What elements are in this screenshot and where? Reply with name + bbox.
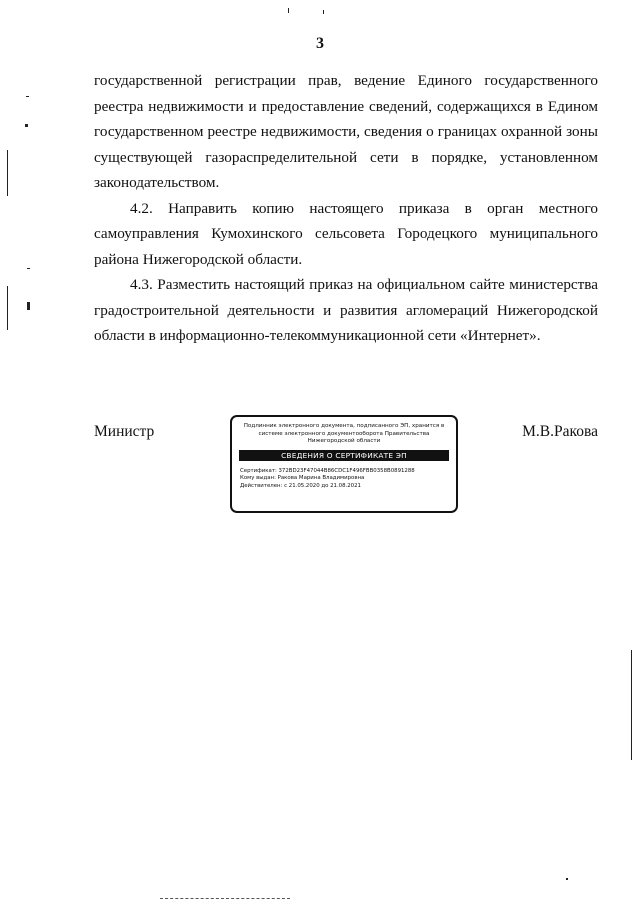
scan-mark <box>27 302 30 310</box>
stamp-note: Подлинник электронного документа, подписанного ЭП, хранится в системе электронного документооборота Правительства Нижегородской области <box>243 423 445 445</box>
validity-row <box>240 483 448 490</box>
scan-mark <box>26 96 29 97</box>
scan-mark <box>7 286 8 330</box>
scan-mark <box>631 650 632 760</box>
signature-block <box>94 415 598 525</box>
scan-footer-line <box>160 898 290 899</box>
page-number: 3 <box>316 35 324 52</box>
paragraph-continuation: государственной регистрации прав, ведение Единого государственного реестра недвижимости и предоставление сведений, содержащихся в Едином государственном реестре недвижимости, сведения о границах охранной зоны существующей газораспределительной сети в порядке, установленном законодательством. <box>94 72 598 191</box>
owner-label: Кому выдан: <box>240 475 276 482</box>
electronic-signature-stamp <box>230 415 458 513</box>
scan-mark <box>27 268 30 269</box>
document-body <box>94 68 598 349</box>
owner-row <box>240 475 448 482</box>
validity-value: с 21.05.2020 до 21.08.2021 <box>284 482 361 489</box>
validity-label: Действителен: <box>240 482 283 489</box>
paragraph-4-2: 4.2. Направить копию настоящего приказа в орган местного самоуправления Кумохинского сельсовета Городецкого муниципального района Нижегородской области. <box>94 199 598 268</box>
paragraph-4-3: 4.3. Разместить настоящий приказ на официальном сайте министерства градостроительной деятельности и развития агломераций Нижегородской области в информационно-телекоммуникационной сети «Интернет». <box>94 276 598 344</box>
signatory-title: Министр <box>94 423 155 440</box>
owner-value: Ракова Марина Владимировна <box>277 475 365 482</box>
stamp-header: СВЕДЕНИЯ О СЕРТИФИКАТЕ ЭП <box>239 450 449 461</box>
scan-mark <box>7 150 8 196</box>
stamp-details <box>240 468 448 490</box>
certificate-value: 372BD23F47044B86CDC1F496FBB0358B0891288 <box>278 467 415 474</box>
signatory-name: М.В.Ракова <box>522 423 598 440</box>
scan-mark <box>25 124 28 127</box>
certificate-label: Сертификат: <box>240 467 277 474</box>
scan-mark <box>323 10 324 14</box>
certificate-row <box>240 468 448 475</box>
scan-mark <box>288 8 289 13</box>
scan-mark <box>566 878 568 880</box>
